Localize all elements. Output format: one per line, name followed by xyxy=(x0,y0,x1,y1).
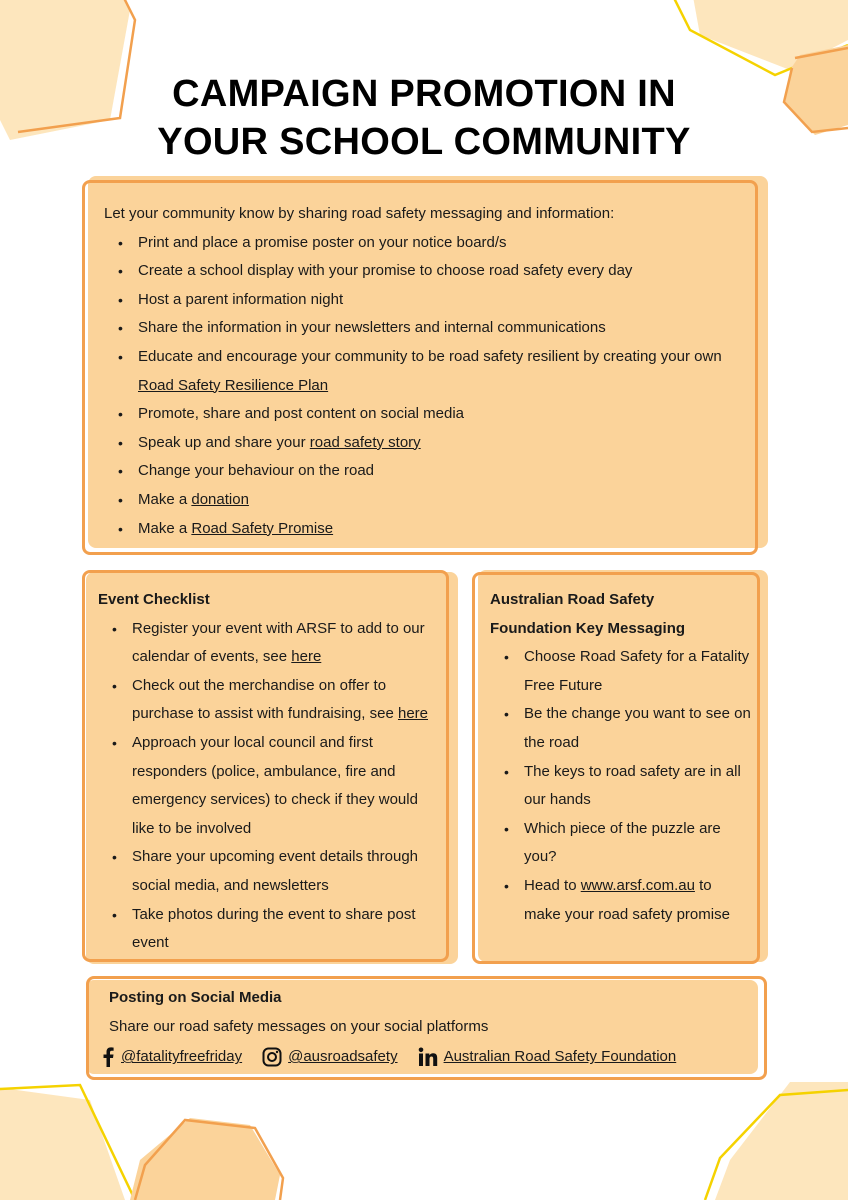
community-list-item-text: Share the information in your newsletters and internal communications xyxy=(138,319,606,337)
social-accounts-row xyxy=(101,1043,749,1072)
community-list-item-link[interactable]: road safety story xyxy=(309,433,421,451)
checklist-list-item-text: Share your upcoming event details through social media, and newsletters xyxy=(132,848,419,894)
checklist-list-item-text: Approach your local council and first responders (police, ambulance, fire and emergency services) to check if they would like to be involved xyxy=(132,733,418,837)
community-list-item xyxy=(104,286,749,315)
community-list-item xyxy=(104,343,749,400)
facebook-icon xyxy=(101,1047,115,1067)
community-card xyxy=(82,180,758,555)
facebook-account[interactable] xyxy=(101,1043,242,1072)
messaging-list-item xyxy=(490,758,752,815)
messaging-list-item xyxy=(490,643,752,700)
instagram-icon xyxy=(262,1047,282,1067)
checklist-list-item-text: Register your event with ARSF to add to our calendar of events, see xyxy=(132,619,425,666)
community-list-item-text: Promote, share and post content on social media xyxy=(138,405,465,423)
community-list-item-text: Print and place a promise poster on your notice board/s xyxy=(138,233,507,251)
messaging-list-item-text: The keys to road safety are in all our hands xyxy=(524,762,741,809)
messaging-list-item xyxy=(490,872,752,929)
community-intro: Let your community know by sharing road safety messaging and information: xyxy=(104,205,615,222)
messaging-list-item xyxy=(490,700,752,757)
event-checklist-card xyxy=(82,570,449,962)
social-media-heading: Posting on Social Media xyxy=(109,989,282,1006)
community-list-item xyxy=(104,429,749,458)
event-checklist-heading: Event Checklist xyxy=(98,591,210,608)
key-messaging-heading-line-2: Foundation Key Messaging xyxy=(490,619,686,637)
instagram-account[interactable] xyxy=(262,1043,397,1072)
checklist-list-item xyxy=(98,615,432,672)
checklist-list-item xyxy=(98,843,432,900)
key-messaging-list xyxy=(490,643,752,929)
event-checklist-list xyxy=(98,615,432,958)
community-list xyxy=(104,229,749,544)
key-messaging-heading-line-1: Australian Road Safety xyxy=(490,591,655,608)
community-list-item-text: Speak up and share your xyxy=(138,433,310,451)
community-list-item-text: Change your behaviour on the road xyxy=(138,462,375,480)
community-list-item-text: Make a xyxy=(138,519,192,537)
community-list-item xyxy=(104,457,749,486)
messaging-list-item-text: Which piece of the puzzle are you? xyxy=(524,819,721,866)
community-list-item-text: Educate and encourage your community to be road safety resilient by creating your own xyxy=(138,347,722,365)
page-title xyxy=(0,70,848,166)
community-list-item-text: Create a school display with your promise to choose road safety every day xyxy=(138,262,633,280)
community-list-item-link[interactable]: Road Safety Promise xyxy=(191,519,334,537)
messaging-list-item-text: Be the change you want to see on the road xyxy=(524,705,751,751)
checklist-list-item xyxy=(98,672,432,729)
community-list-item xyxy=(104,515,749,544)
linkedin-icon xyxy=(418,1047,438,1067)
community-list-item-text: Host a parent information night xyxy=(138,290,344,308)
community-list-item xyxy=(104,314,749,343)
checklist-list-item xyxy=(98,901,432,958)
messaging-list-item-text: Choose Road Safety for a Fatality Free Future xyxy=(524,648,750,694)
community-list-item-link[interactable]: Road Safety Resilience Plan xyxy=(138,376,329,394)
instagram-handle-link[interactable]: @ausroadsafety xyxy=(288,1048,398,1066)
linkedin-account[interactable] xyxy=(418,1043,677,1072)
community-list-item xyxy=(104,229,749,258)
messaging-list-item xyxy=(490,815,752,872)
community-list-item xyxy=(104,486,749,515)
key-messaging-card xyxy=(472,572,760,964)
social-media-description: Share our road safety messages on your social platforms xyxy=(109,1017,489,1035)
messaging-list-item-text-after: to make your road safety promise xyxy=(524,876,730,923)
checklist-list-item xyxy=(98,729,432,843)
checklist-list-item-text: Check out the merchandise on offer to purchase to assist with fundraising, see xyxy=(132,676,398,723)
checklist-list-item-link[interactable]: here xyxy=(291,648,322,666)
checklist-list-item-text: Take photos during the event to share post event xyxy=(132,905,416,952)
community-list-item-link[interactable]: donation xyxy=(191,490,249,508)
community-list-item-text: Make a xyxy=(138,490,192,508)
title-line-2: YOUR SCHOOL COMMUNITY xyxy=(157,121,691,163)
community-list-item xyxy=(104,257,749,286)
facebook-handle-link[interactable]: @fatalityfreefriday xyxy=(121,1048,243,1066)
messaging-list-item-text: Head to xyxy=(524,876,581,894)
social-media-card xyxy=(86,976,767,1080)
linkedin-page-link[interactable]: Australian Road Safety Foundation xyxy=(443,1048,677,1066)
community-list-item xyxy=(104,400,749,429)
title-line-1: CAMPAIGN PROMOTION IN xyxy=(172,73,676,115)
checklist-list-item-link[interactable]: here xyxy=(397,705,429,723)
messaging-list-item-link[interactable]: www.arsf.com.au xyxy=(580,876,695,894)
